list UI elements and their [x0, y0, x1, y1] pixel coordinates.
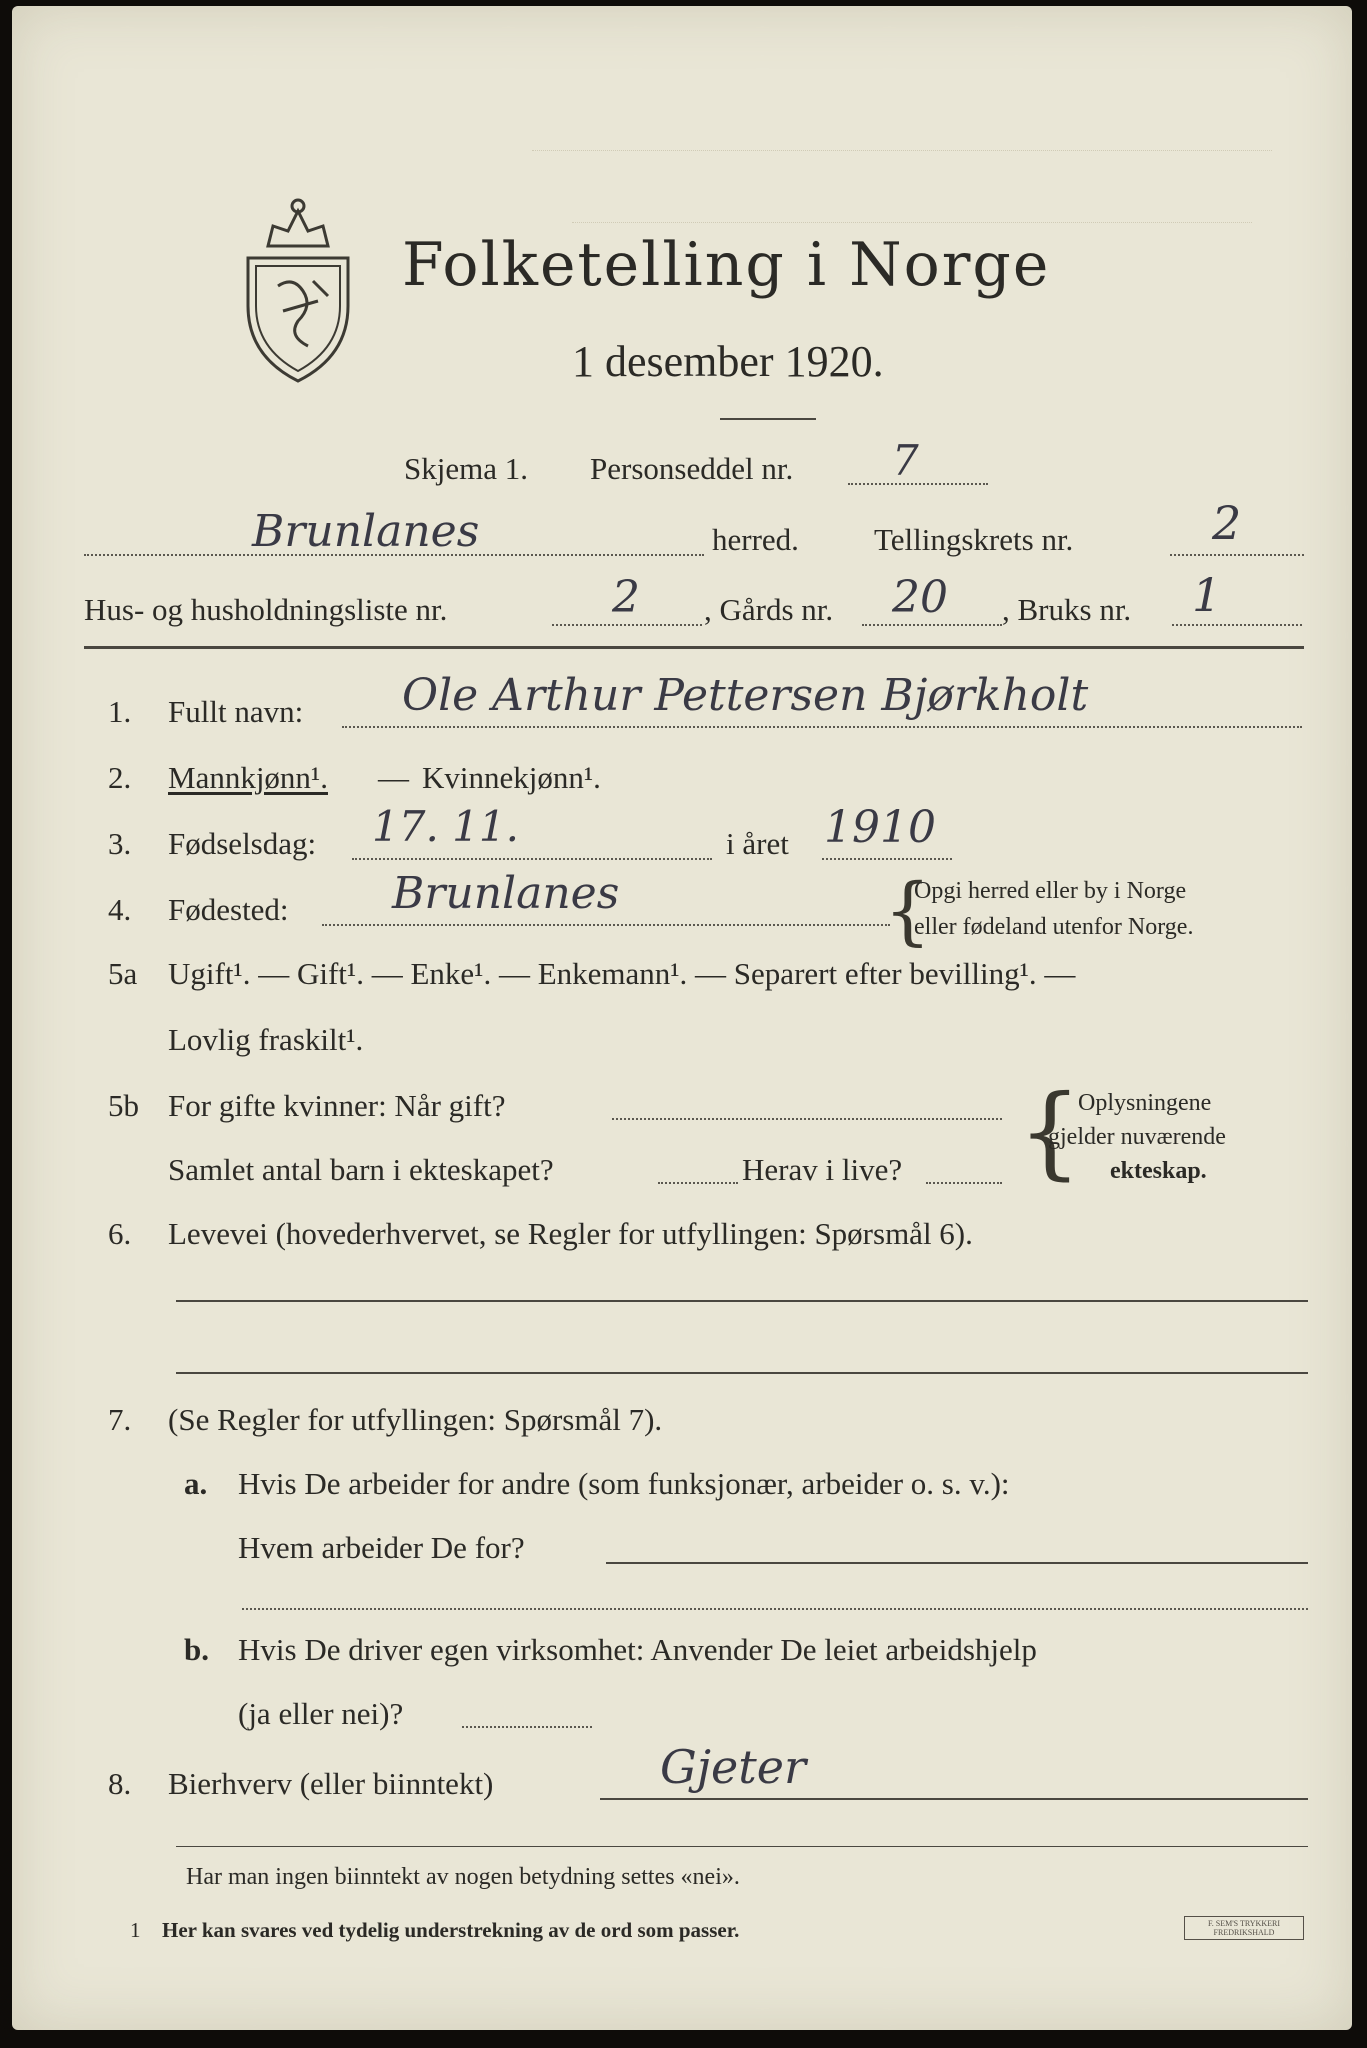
- q4-note-line2: eller fødeland utenfor Norge.: [914, 914, 1194, 940]
- q7a-employer-line1: [606, 1562, 1308, 1564]
- q5b-alive-line: [926, 1182, 1002, 1184]
- q1-label: Fullt navn:: [168, 694, 304, 729]
- q8-number: 8.: [108, 1766, 132, 1801]
- q6-answer-line1: [176, 1300, 1308, 1302]
- tellingskrets-label: Tellingskrets nr.: [874, 522, 1074, 557]
- q3-year-value: 1910: [824, 802, 936, 853]
- q7a-employer-line2: [242, 1608, 1308, 1610]
- q5b-when-married-line: [612, 1118, 1002, 1120]
- tellingskrets-field-line: [1170, 554, 1304, 556]
- q5b-note-brace: {: [1018, 1073, 1082, 1190]
- census-date: 1 desember 1920.: [572, 337, 884, 386]
- q5a-marital-options: Ugift¹. — Gift¹. — Enke¹. — Enkemann¹. — Separert efter bevilling¹. —: [168, 956, 1076, 991]
- printer-stamp-text: F. SEM'S TRYKKERI FREDRIKSHALD: [1207, 1919, 1280, 1937]
- q7b-hired-help-line: [462, 1726, 592, 1728]
- bruks-field-line: [1172, 624, 1302, 626]
- q3-number: 3.: [108, 826, 132, 861]
- q6-answer-line2: [176, 1372, 1308, 1374]
- q1-full-name-value: Ole Arthur Pettersen Bjørkholt: [402, 670, 1089, 721]
- bruks-label: , Bruks nr.: [1002, 592, 1132, 627]
- q7a-text: Hvis De arbeider for andre (som funksjonær, arbeider o. s. v.):: [238, 1466, 1010, 1501]
- q5b-children-label: Samlet antal barn i ekteskapet?: [168, 1152, 554, 1187]
- q7a-letter: a.: [184, 1466, 208, 1501]
- q4-note-line1: Opgi herred eller by i Norge: [914, 878, 1187, 904]
- q7a-employer-label: Hvem arbeider De for?: [238, 1530, 525, 1565]
- gards-label: , Gårds nr.: [704, 592, 834, 627]
- herred-label: herred.: [712, 522, 799, 557]
- q5b-note-line3: ekteskap.: [1110, 1158, 1207, 1184]
- header-divider: [84, 646, 1304, 649]
- herred-value: Brunlanes: [252, 506, 480, 557]
- q1-field-line: [342, 726, 1302, 728]
- q4-note-brace: {: [884, 868, 932, 954]
- q4-number: 4.: [108, 892, 132, 927]
- hus-label: Hus- og husholdningsliste nr.: [84, 592, 448, 627]
- footer-note: Har man ingen biinntekt av nogen betydning settes «nei».: [186, 1864, 740, 1890]
- q2-separator: —: [378, 760, 409, 795]
- tellingskrets-value: 2: [1212, 496, 1242, 550]
- q5b-alive-label: Herav i live?: [742, 1152, 903, 1187]
- q5b-number: 5b: [108, 1088, 139, 1123]
- q8-answer-line: [600, 1798, 1308, 1800]
- q7b-text: Hvis De driver egen virksomhet: Anvender De leiet arbeidshjelp: [238, 1632, 1037, 1667]
- hus-field-line: [552, 624, 702, 626]
- personseddel-label: Personseddel nr.: [590, 451, 794, 486]
- form-title: Folketelling i Norge: [402, 230, 1051, 300]
- bruks-value: 1: [1192, 568, 1222, 622]
- q7b-hired-help-label: (ja eller nei)?: [238, 1696, 404, 1731]
- q6-label: Levevei (hovederhvervet, se Regler for utfyllingen: Spørsmål 6).: [168, 1216, 973, 1251]
- q4-field-line: [322, 924, 890, 926]
- q3-birthday-value: 17. 11.: [372, 802, 519, 851]
- q5b-when-married-label: For gifte kvinner: Når gift?: [168, 1088, 506, 1123]
- footnote-mark: 1: [130, 1918, 141, 1942]
- q7-number: 7.: [108, 1402, 132, 1437]
- personseddel-value: 7: [892, 436, 919, 485]
- q7b-letter: b.: [184, 1632, 209, 1667]
- q2-number: 2.: [108, 760, 132, 795]
- gards-value: 20: [892, 572, 948, 623]
- footnote-text: Her kan svares ved tydelig understrekning av de ord som passer.: [162, 1918, 740, 1942]
- bleed-through-text: [532, 124, 1272, 151]
- q3-year-field-line: [822, 858, 952, 860]
- skjema-label: Skjema 1.: [404, 451, 528, 486]
- q5a-marital-options-cont: Lovlig fraskilt¹.: [168, 1022, 364, 1057]
- q2-male-option: Mannkjønn¹.: [168, 760, 328, 795]
- q8-label: Bierhverv (eller biinntekt): [168, 1766, 494, 1801]
- q5b-note-line1: Oplysningene: [1078, 1090, 1212, 1116]
- q3-label: Fødselsdag:: [168, 826, 317, 861]
- footer-divider: [176, 1846, 1308, 1847]
- q8-side-income-value: Gjeter: [660, 1740, 806, 1794]
- hus-value: 2: [612, 572, 640, 623]
- q7-label: (Se Regler for utfyllingen: Spørsmål 7).: [168, 1402, 663, 1437]
- divider: [720, 418, 816, 420]
- q5b-children-line: [658, 1182, 738, 1184]
- printer-stamp: [1184, 1916, 1304, 1940]
- q3-year-label: i året: [726, 826, 789, 861]
- gards-field-line: [862, 624, 1002, 626]
- census-form-page: [12, 6, 1352, 2030]
- bleed-through-text: [572, 196, 1252, 223]
- q2-female-option: Kvinnekjønn¹.: [422, 760, 601, 795]
- q5a-number: 5a: [108, 956, 138, 991]
- q6-number: 6.: [108, 1216, 132, 1251]
- q5b-note-line2: gjelder nuværende: [1048, 1124, 1226, 1150]
- q4-birthplace-value: Brunlanes: [392, 868, 620, 919]
- q1-number: 1.: [108, 694, 132, 729]
- q4-label: Fødested:: [168, 892, 289, 927]
- norway-coat-of-arms-icon: [238, 186, 358, 386]
- q3-field-line: [352, 858, 712, 860]
